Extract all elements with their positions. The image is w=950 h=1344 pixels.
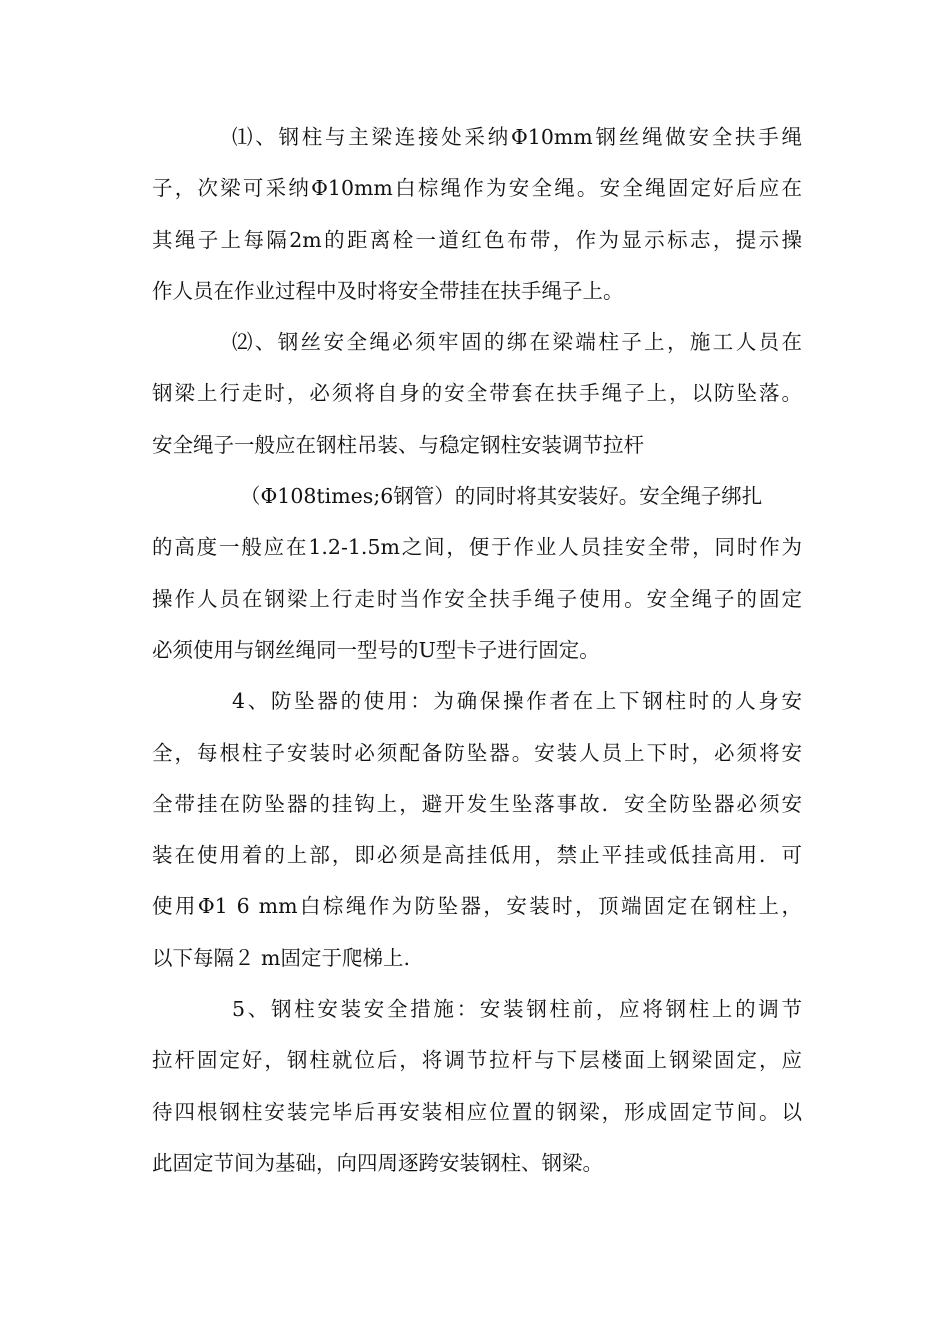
paragraph-column-installation-safety	[152, 984, 802, 1189]
paragraph-fall-arrester-usage	[152, 676, 802, 984]
text-line: 此固定节间为基础，向四周逐跨安装钢柱、钢梁。	[152, 1150, 603, 1175]
document-body	[152, 112, 802, 1189]
text-line: 必须使用与钢丝绳同一型号的U型卡子进行固定。	[152, 637, 600, 662]
text-line: ⑵、钢丝安全绳必须牢固的绑在梁端柱子上，施工人员在	[232, 330, 802, 355]
text-line: 拉杆固定好，钢柱就位后，将调节拉杆与下层楼面上钢梁固定，应	[152, 1048, 802, 1073]
text-line: 安全绳子一般应在钢柱吊装、与稳定钢柱安装调节拉杆	[152, 432, 644, 457]
paragraph-wire-safety-rope	[152, 317, 802, 471]
text-line: 装在使用着的上部，即必须是高挂低用，禁止平挂或低挂高用．可	[152, 843, 802, 868]
text-line: 子，次梁可采纳Φ10mm白棕绳作为安全绳。安全绳固定好后应在	[152, 176, 802, 201]
text-line: 的高度一般应在1.2-1.5m之间，便于作业人员挂安全带，同时作为	[152, 535, 802, 560]
text-line: 操作人员在钢梁上行走时当作安全扶手绳子使用。安全绳子的固定	[152, 586, 802, 611]
text-line: 作人员在作业过程中及时将安全带挂在扶手绳子上。	[152, 278, 624, 303]
paragraph-steel-pipe-rope-height	[152, 471, 802, 676]
paragraph-safety-rope-main-beam	[152, 112, 802, 317]
text-line: 其绳子上每隔2m的距离栓一道红色布带，作为显示标志，提示操	[152, 227, 802, 252]
text-line: （Φ108times;6钢管）的同时将其安装好。安全绳子绑扎	[240, 484, 763, 509]
text-line: 4、防坠器的使用：为确保操作者在上下钢柱时的人身安	[232, 689, 802, 714]
text-line: 钢梁上行走时，必须将自身的安全带套在扶手绳子上，以防坠落。	[152, 381, 802, 406]
text-line: 待四根钢柱安装完毕后再安装相应位置的钢梁，形成固定节间。以	[152, 1099, 802, 1124]
text-line: 全，每根柱子安装时必须配备防坠器。安装人员上下时，必须将安	[152, 740, 802, 765]
text-line: 以下每隔２ m固定于爬梯上.	[152, 945, 410, 970]
text-line: ⑴、钢柱与主梁连接处采纳Φ10mm钢丝绳做安全扶手绳	[232, 125, 802, 149]
text-line: 5、钢柱安装安全措施：安装钢柱前，应将钢柱上的调节	[232, 997, 802, 1022]
text-line: 使用Φ1 6 mm白棕绳作为防坠器，安装时，顶端固定在钢柱上，	[152, 894, 802, 919]
text-line: 全带挂在防坠器的挂钩上，避开发生坠落事故．安全防坠器必须安	[152, 791, 802, 816]
